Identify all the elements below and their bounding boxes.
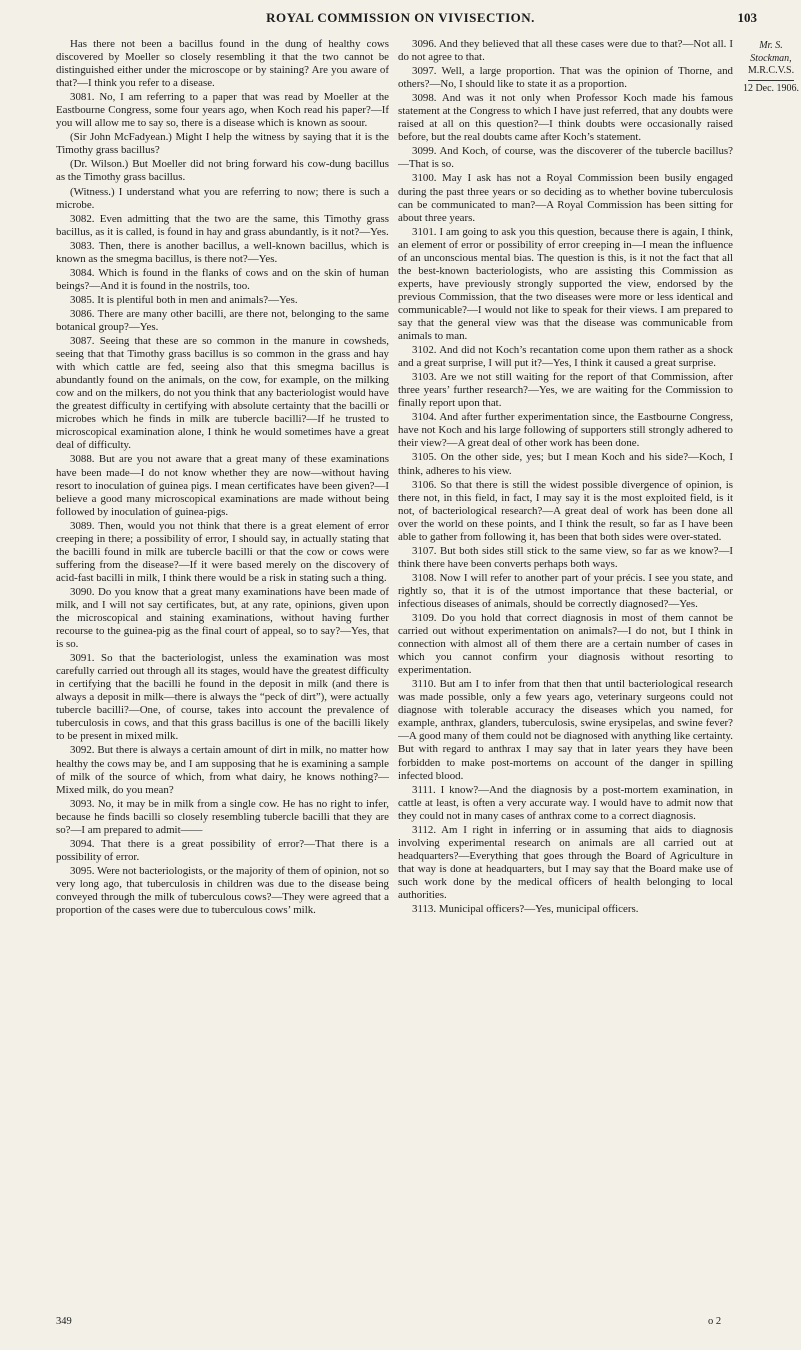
paragraph: 3088. But are you not aware that a great many of these examinations have been made—I do not know whether they are now—without having resort to inoculation of guinea pigs. I mean certificates have been given?—I believe a good many microscopical examinations are made without being followed by inoculation of guinea-pigs.: [56, 453, 389, 518]
paragraph: 3113. Municipal officers?—Yes, municipal officers.: [412, 903, 639, 916]
paragraph: 3085. It is plentiful both in men and animals?—Yes.: [70, 293, 298, 306]
paragraph: 3093. No, it may be in milk from a single cow. He has no right to infer, because he finds bacilli so closely resembling tubercle bacilli that they are so?—I am prepared to admit——: [56, 797, 389, 836]
paragraph: 3101. I am going to ask you this question, because there is again, I think, an element of error or possibility of error creeping in—I mean the influence of an unconscious mental bias. The question is this, is it not the fact that all the best-known bacteriologists, who are assisting this Commission as experts, have previously strongly supported the view, endorsed by the previous Commission, that the two diseases were more or less identical and communicable?—I would not like to speak for their views. I am prepared to say that the general view was that the disease was communicable from animals to man.: [398, 225, 733, 343]
paragraph: 3098. And was it not only when Professor Koch made his famous statement at the Congress to which I have just referred, that any doubts were raised at all on this question?—I think doubts were occasionally raised before, but the real doubts came after Koch’s statement.: [398, 92, 733, 144]
paragraph: 3104. And after further experimentation since, the Eastbourne Congress, have not Koch and his large following of supporters still strongly adhered to their view?—A great deal of other work has been done.: [398, 411, 733, 450]
paragraph: 3084. Which is found in the flanks of cows and on the skin of human beings?—And it is found in the nostrils, too.: [56, 266, 389, 292]
paragraph: (Witness.) I understand what you are referring to now; there is such a microbe.: [56, 185, 389, 211]
paragraph: 3089. Then, would you not think that there is a great element of error creeping in there; a possibility of error, I should say, in actually stating that the bacilli found in milk are tubercle bacilli or that the cow or cows were suffering from the disease?—If it were based merely on the discovery of acid-fast bacilli in milk, I think there would be a risk in stating such a thing.: [56, 519, 389, 584]
paragraph: 3096. And they believed that all these cases were due to that?—Not all. I do not agree to that.: [398, 38, 733, 64]
paragraph: 3106. So that there is still the widest possible divergence of opinion, is there not, in this field, in fact, I may say it is the most exploited field, is it not, of bacteriological research?—A great deal of work has been done all over the world on these points, and I think the result, so far as I have been able to gather from following it, has been that both sides were over-stated.: [398, 478, 733, 543]
hearing-date: 12 Dec. 1906.: [742, 82, 800, 94]
footer-sheet-mark: o 2: [708, 1316, 722, 1327]
paragraph: (Dr. Wilson.) But Moeller did not bring forward his cow-dung bacillus as the Timothy grass bacillus.: [56, 158, 389, 184]
footer-signature: 349: [56, 1316, 72, 1327]
paragraph: 3099. And Koch, of course, was the discoverer of the tubercle bacillus?—That is so.: [398, 145, 733, 171]
page-header: [44, 10, 757, 38]
paragraph: 3103. Are we not still waiting for the report of that Commission, after three years’ further research?—Yes, we are waiting for the Commission to finally report upon that.: [398, 371, 733, 410]
paragraph: 3109. Do you hold that correct diagnosis in most of them cannot be carried out without experimentation on animals?—I do not, but I think in connection with almost all of them there are a certain number of cases in which you cannot confirm your diagnosis without resorting to experimentation.: [398, 612, 733, 677]
paragraph: 3100. May I ask has not a Royal Commission been busily engaged during the past three years or so deciding as to whether bovine tuberculosis can be communicated to man?—A Royal Commission has been sitting for about three years.: [398, 172, 733, 224]
right-column: [398, 38, 733, 1313]
left-column: [56, 38, 389, 1313]
paragraph: 3112. Am I right in inferring or in assuming that aids to diagnosis involving experimental research on animals are all carried out at headquarters?—Everything that goes through the Board of Agriculture in that way is done at headquarters, but I may say that the Board make use of such work done by the medical officers of health belonging to local authorities.: [398, 823, 733, 901]
paragraph: 3094. That there is a great possibility of error?—That there is a possibility of error.: [56, 837, 389, 863]
margin-rule: [748, 80, 794, 81]
witness-margin-note: [742, 40, 800, 95]
paragraph: 3105. On the other side, yes; but I mean Koch and his side?—Koch, I think, adheres to his view.: [398, 451, 733, 477]
witness-qualifications: M.R.C.V.S.: [747, 65, 795, 76]
paragraph: 3110. But am I to infer from that then that until bacteriological research was made possible, only a few years ago, veterinary surgeons could not diagnose with tolerable accuracy the diseases which you named, for example, anthrax, glanders, tuberculosis, swine erysipelas, and swine fever?—A good many of them could not be diagnosed with anything like certainty. But with regard to anthrax I may say that in later years they have been forbidden to make post-mortems on account of the danger in spilling infected blood.: [398, 678, 733, 782]
paragraph: 3091. So that the bacteriologist, unless the examination was most carefully carried out through all its stages, would have the greatest difficulty in certifying that the bacilli he found in the deposit in milk (and there is always a deposit in milk—there is always the “peck of dirt”), were actually tubercle bacilli?—One, of course, takes into account the prevalence of tuberculosis in cows, and that this grass bacillus is one of the bacilli likely to be present in mixed milk.: [56, 652, 389, 743]
paragraph: 3111. I know?—And the diagnosis by a post-mortem examination, in cattle at least, is often a very accurate way. I would have to admit now that they could not in many cases of anthrax come to a correct diagnosis.: [398, 783, 733, 822]
paragraph: 3083. Then, there is another bacillus, a well-known bacillus, which is known as the smegma bacillus, is there not?—Yes.: [56, 239, 389, 265]
paragraph: 3082. Even admitting that the two are the same, this Timothy grass bacillus, as it is called, is found in hay and grass abundantly, is it not?—Yes.: [56, 212, 389, 238]
running-title: ROYAL COMMISSION ON VIVISECTION.: [266, 10, 535, 25]
paragraph: 3108. Now I will refer to another part of your précis. I see you state, and rightly so, that it is of the utmost importance that these bacterial, or infectious diseases of animals, should be correctly diagnosed?—Yes.: [398, 571, 733, 610]
paragraph: 3095. Were not bacteriologists, or the majority of them of opinion, not so very long ago, that tuberculosis in children was due to the disease being conveyed through the milk of tuberculous cows?—They were agreed that a proportion of the cases were due to tuberculous cows’ milk.: [56, 864, 389, 917]
paragraph: 3081. No, I am referring to a paper that was read by Moeller at the Eastbourne Congress, some four years ago, when Koch read his paper?—If you will allow me to say so, there is a disease which is known as soour.: [56, 91, 389, 130]
paragraph: 3087. Seeing that these are so common in the manure in cowsheds, seeing that that Timothy grass bacillus is so common in the grass and hay with which cattle are fed, seeing also that this smegma bacillus is abundantly found on the animals, on the cow, for example, on the milking cow and on the milkers, do not you think that any bacteriologist would have the greatest difficulty in certifying with absolute certainty that the bacilli or microbes which he finds in milk are tubercle bacilli?—If he trusted to microscopical examination alone, I think he would sometimes have a great deal of difficulty.: [56, 335, 389, 452]
paragraph: 3092. But there is always a certain amount of dirt in milk, no matter how healthy the cows may be, and I am supposing that he is examining a sample of milk of the source of which, from what dairy, he knows nothing?—Mixed milk, do you mean?: [56, 744, 389, 796]
paragraph: (Sir John McFadyean.) Might I help the witness by saying that it is the Timothy grass bacillus?: [56, 131, 389, 157]
paragraph: Has there not been a bacillus found in the dung of healthy cows discovered by Moeller so closely resembling it that the two cannot be distinguished either under the microscope or by staining? Are you aware of that?—I think you refer to a disease.: [56, 38, 389, 90]
paragraph: 3107. But both sides still stick to the same view, so far as we know?—I think there have been converts perhaps both ways.: [398, 544, 733, 570]
paragraph: 3097. Well, a large proportion. That was the opinion of Thorne, and others?—No, I should like to state it as a proportion.: [398, 65, 733, 91]
witness-name: Mr. S. Stockman,: [750, 40, 792, 64]
paragraph: 3090. Do you know that a great many examinations have been made of milk, and I will not say certificates, but, at any rate, opinions, given upon the microscopical and staining examinations, without having further recourse to the guinea-pig as the final court of appeal, so to say?—Yes, that is so.: [56, 585, 389, 651]
page-number: 103: [737, 10, 757, 25]
paragraph: 3086. There are many other bacilli, are there not, belonging to the same botanical group?—Yes.: [56, 307, 389, 333]
paragraph: 3102. And did not Koch’s recantation come upon them rather as a shock and a great surprise, I will put it?—Yes, I think it caused a great surprise.: [398, 344, 733, 370]
